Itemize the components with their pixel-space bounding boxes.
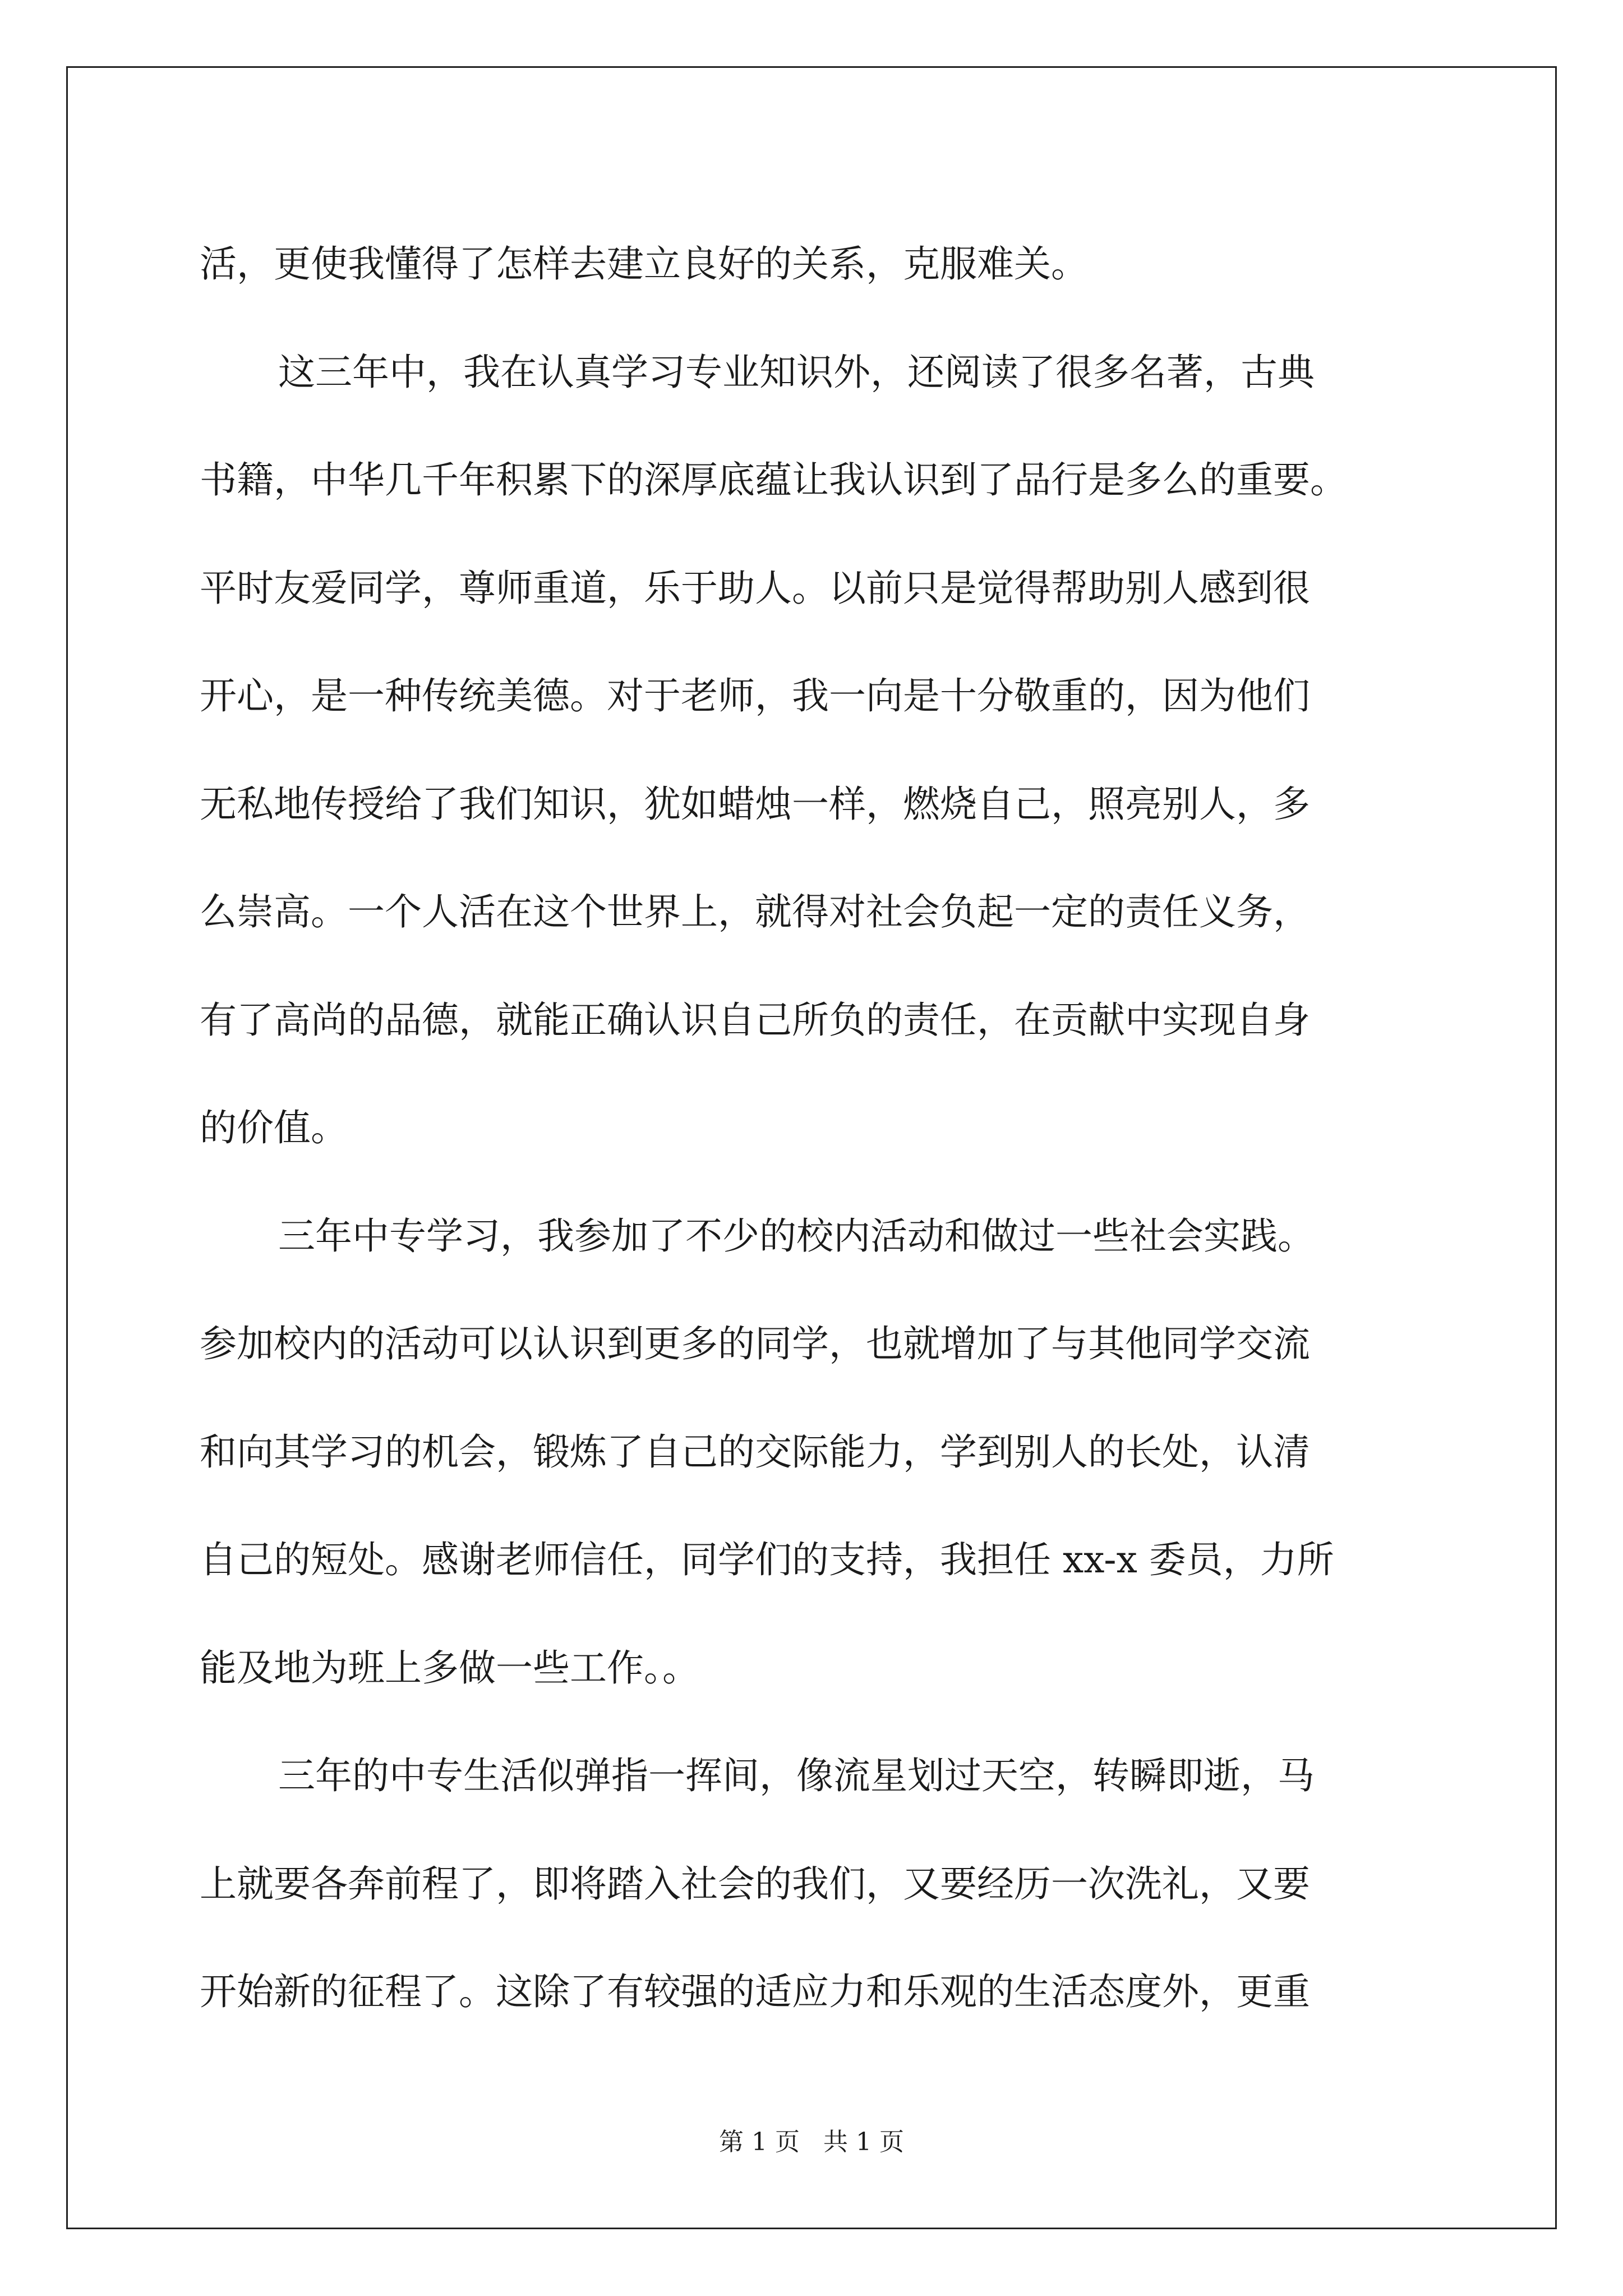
text-line: 能及地为班上多做一些工作。。: [200, 1646, 699, 1690]
text-line: 开心，是一种传统美德。对于老师，我一向是十分敬重的，因为他们: [200, 674, 1310, 717]
text-line: 书籍，中华几千年积累下的深厚底蕴让我认识到了品行是多么的重要。: [200, 458, 1347, 501]
text-line: 三年的中专生活似弹指一挥间，像流星划过天空，转瞬即逝，马: [278, 1754, 1315, 1797]
text-line: 活，更使我懂得了怎样去建立良好的关系，克服难关。: [200, 242, 1088, 286]
text-line: 的价值。: [200, 1106, 348, 1149]
document-body: [200, 210, 1433, 2046]
page-footer: 第 1 页 共 1 页: [719, 2128, 904, 2156]
text-line: 这三年中，我在认真学习专业知识外，还阅读了很多名著，古典: [278, 350, 1315, 394]
text-line: 和向其学习的机会，锻炼了自己的交际能力，学到别人的长处，认清: [200, 1430, 1310, 1474]
text-line: 上就要各奔前程了，即将踏入社会的我们，又要经历一次洗礼，又要: [200, 1862, 1310, 1906]
text-line: 无私地传授给了我们知识，犹如蜡烛一样，燃烧自己，照亮别人，多: [200, 782, 1310, 826]
text-line: 平时友爱同学，尊师重道，乐于助人。以前只是觉得帮助别人感到很: [200, 566, 1310, 610]
text-line: 三年中专学习，我参加了不少的校内活动和做过一些社会实践。: [278, 1214, 1315, 1258]
text-line: 有了高尚的品德，就能正确认识自己所负的责任，在贡献中实现自身: [200, 998, 1310, 1042]
text-line: 开始新的征程了。这除了有较强的适应力和乐观的生活态度外，更重: [200, 1970, 1310, 2013]
text-line: 参加校内的活动可以认识到更多的同学，也就增加了与其他同学交流: [200, 1322, 1310, 1365]
text-line: 么崇高。一个人活在这个世界上，就得对社会负起一定的责任义务，: [200, 890, 1310, 933]
text-line: 自己的短处。感谢老师信任，同学们的支持，我担任 xx-x 委员，力所: [200, 1538, 1334, 1581]
